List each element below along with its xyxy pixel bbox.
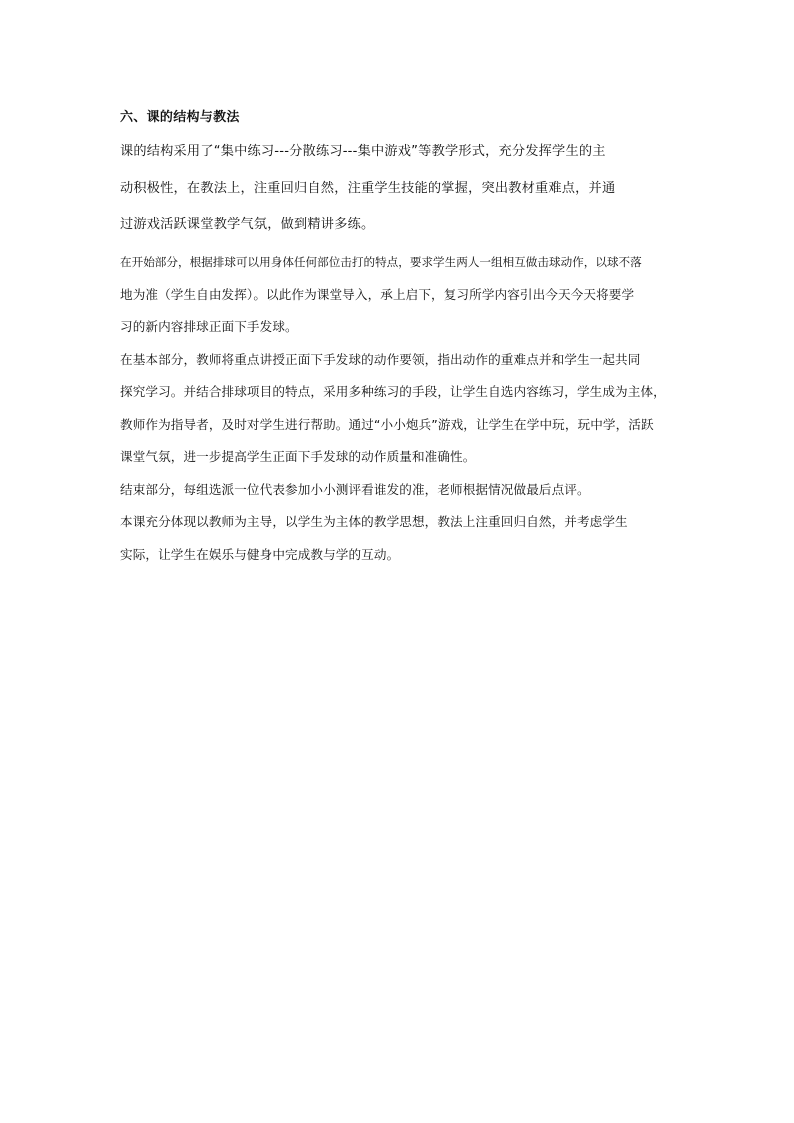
- paragraph-line: 地为准（学生自由发挥）。以此作为课堂导入，承上启下，复习所学内容引出今天今天将要学: [120, 287, 635, 302]
- paragraph-line: 本课充分体现以教师为主导，以学生为主体的教学思想，教法上注重回归自然，并考虑学生: [120, 514, 628, 529]
- paragraph-line: 探究学习。并结合排球项目的特点，采用多种练习的手段，让学生自选内容练习，学生成为主体，: [120, 384, 666, 399]
- section-heading: 六、课的结构与教法: [120, 110, 240, 125]
- paragraph-line: 实际，让学生在娱乐与健身中完成教与学的互动。: [120, 547, 400, 562]
- paragraph-line: 课的结构采用了“集中练习---分散练习---集中游戏”等教学形式，充分发挥学生的主: [120, 144, 606, 159]
- paragraph-line: 在基本部分，教师将重点讲授正面下手发球的动作要领，指出动作的重难点并和学生一起共同: [120, 352, 641, 367]
- paragraph-line: 过游戏活跃课堂教学气氛，做到精讲多练。: [120, 217, 375, 232]
- paragraph-line: 习的新内容排球正面下手发球。: [120, 319, 298, 334]
- paragraph-line: 结束部分，每组选派一位代表参加小小测评看谁发的准，老师根据情况做最后点评。: [120, 482, 590, 497]
- paragraph-line: 在开始部分，根据排球可以用身体任何部位击打的特点，要求学生两人一组相互做击球动作，以球不落: [120, 255, 642, 269]
- paragraph-line: 动积极性，在教法上，注重回归自然，注重学生技能的掌握，突出教材重难点，并通: [120, 181, 616, 196]
- paragraph-line: 课堂气氛，进一步提高学生正面下手发球的动作质量和准确性。: [120, 449, 476, 464]
- paragraph-line: 教师作为指导者，及时对学生进行帮助。通过“小小炮兵”游戏，让学生在学中玩，玩中学，活跃: [120, 417, 654, 432]
